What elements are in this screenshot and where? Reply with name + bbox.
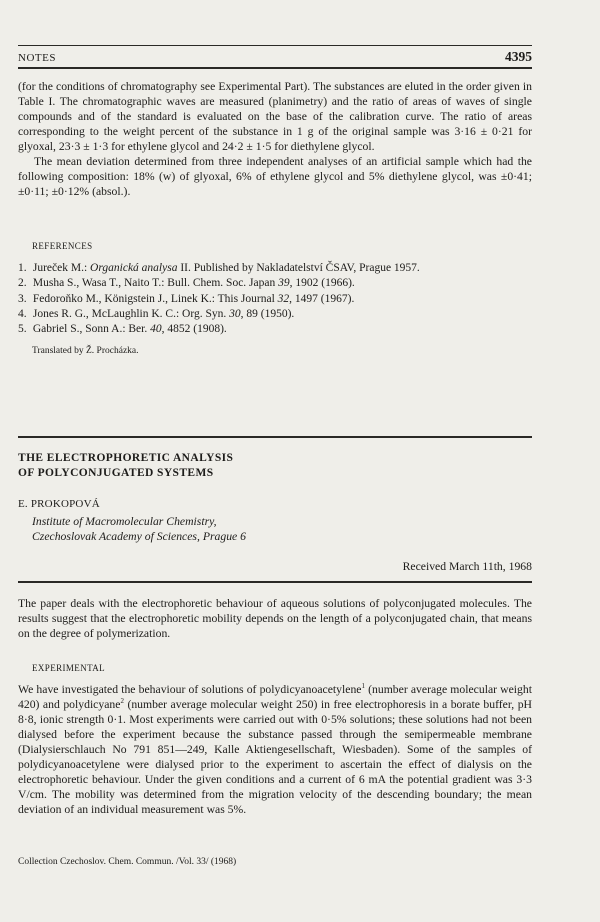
reference-item: 4. Jones R. G., McLaughlin K. C.: Org. Syn. 30, 89 (1950).	[18, 307, 295, 320]
references-heading: REFERENCES	[32, 241, 93, 251]
references-list	[18, 261, 532, 337]
journal-footer: Collection Czechoslov. Chem. Commun. /Vol. 33/ (1968)	[18, 857, 237, 867]
article-author: E. PROKOPOVÁ	[18, 498, 100, 510]
article-title-line-2: OF POLYCONJUGATED SYSTEMS	[18, 467, 214, 479]
notes-body	[18, 79, 532, 199]
affiliation-line-2: Czechoslovak Academy of Sciences, Prague 6	[32, 530, 246, 543]
received-date: Received March 11th, 1968	[402, 560, 532, 573]
header-bottom-rule	[18, 67, 532, 69]
experimental-heading: EXPERIMENTAL	[32, 663, 106, 673]
experimental-paragraph: We have investigated the behaviour of solutions of polydicyanoacetylene$^1$ (number average molecular weight 420) and polydicyane$^2$ (number average molecular weight 250) in free electrophoresis in a borate buffer, pH 8·8, ionic strength 0·1. Most experiments were carried out with 0·5% solutions; these solutions had not been dialysed before the experiment because the substance passed through the semipermeable membrane (Dialysierschlauch No 791 851—249, Kalle Aktiengesellschaft, Wiesbaden). Some of the samples of polydicyanoacetylene were dialysed prior to the experiment to ascertain the effect of dialysis on the electrophoretic behaviour. Under the given conditions and a current of 6 mA the potential gradient was 3·3 V/cm. The mobility was determined from the migration velocity of the descending boundary; the mean deviation of an individual measurement was 5%.	[18, 682, 532, 816]
notes-paragraph-1: (for the conditions of chromatography see Experimental Part). The substances are eluted in the order given in Table I. The chromatographic waves are measured (planimetry) and the ratio of areas of waves of single compounds and of the standard is evaluated on the base of the calibration curve. The ratio of areas corresponding to the weight percent of the substance in 1 g of the original sample was 3·16 ± 0·21 for glyoxal, 23·3 ± 1·3 for ethylene glycol and 24·2 ± 1·5 for diethylene glycol.	[18, 80, 532, 153]
reference-mark: 1	[361, 682, 365, 691]
article-title-line-1: THE ELECTROPHORETIC ANALYSIS	[18, 452, 234, 464]
running-head: NOTES	[18, 52, 56, 64]
reference-item: 3. Fedoroňko M., Königstein J., Linek K.: This Journal 32, 1497 (1967).	[18, 292, 355, 305]
article-top-rule	[18, 436, 532, 438]
experimental-body	[18, 682, 532, 817]
reference-mark: 2	[120, 697, 124, 706]
translator-credit: Translated by Ž. Procházka.	[32, 346, 139, 356]
article-abstract: The paper deals with the electrophoretic behaviour of aqueous solutions of polyconjugated molecules. The results suggest that the electrophoretic mobility depends on the length of a polyconjugated chain, that means on the degree of polymerization.	[18, 597, 532, 640]
article-header-rule	[18, 581, 532, 583]
notes-paragraph-2: The mean deviation determined from three independent analyses of an artificial sample which had the following composition: 18% (w) of glyoxal, 6% of ethylene glycol and 5% diethylene glycol, was ±0·41; ±0·11; ±0·12% (absol.).	[18, 155, 532, 198]
reference-item: 5. Gabriel S., Sonn A.: Ber. 40, 4852 (1908).	[18, 323, 227, 336]
reference-item: 2. Musha S., Wasa T., Naito T.: Bull. Chem. Soc. Japan 39, 1902 (1966).	[18, 277, 355, 290]
article-title	[18, 451, 233, 481]
header-top-rule	[18, 45, 532, 46]
reference-item: 1. Jureček M.: Organická analysa II. Published by Nakladatelství ČSAV, Prague 1957.	[18, 262, 420, 274]
affiliation-line-1: Institute of Macromolecular Chemistry,	[32, 515, 217, 528]
page-number: 4395	[505, 49, 532, 64]
author-affiliation	[32, 514, 246, 544]
